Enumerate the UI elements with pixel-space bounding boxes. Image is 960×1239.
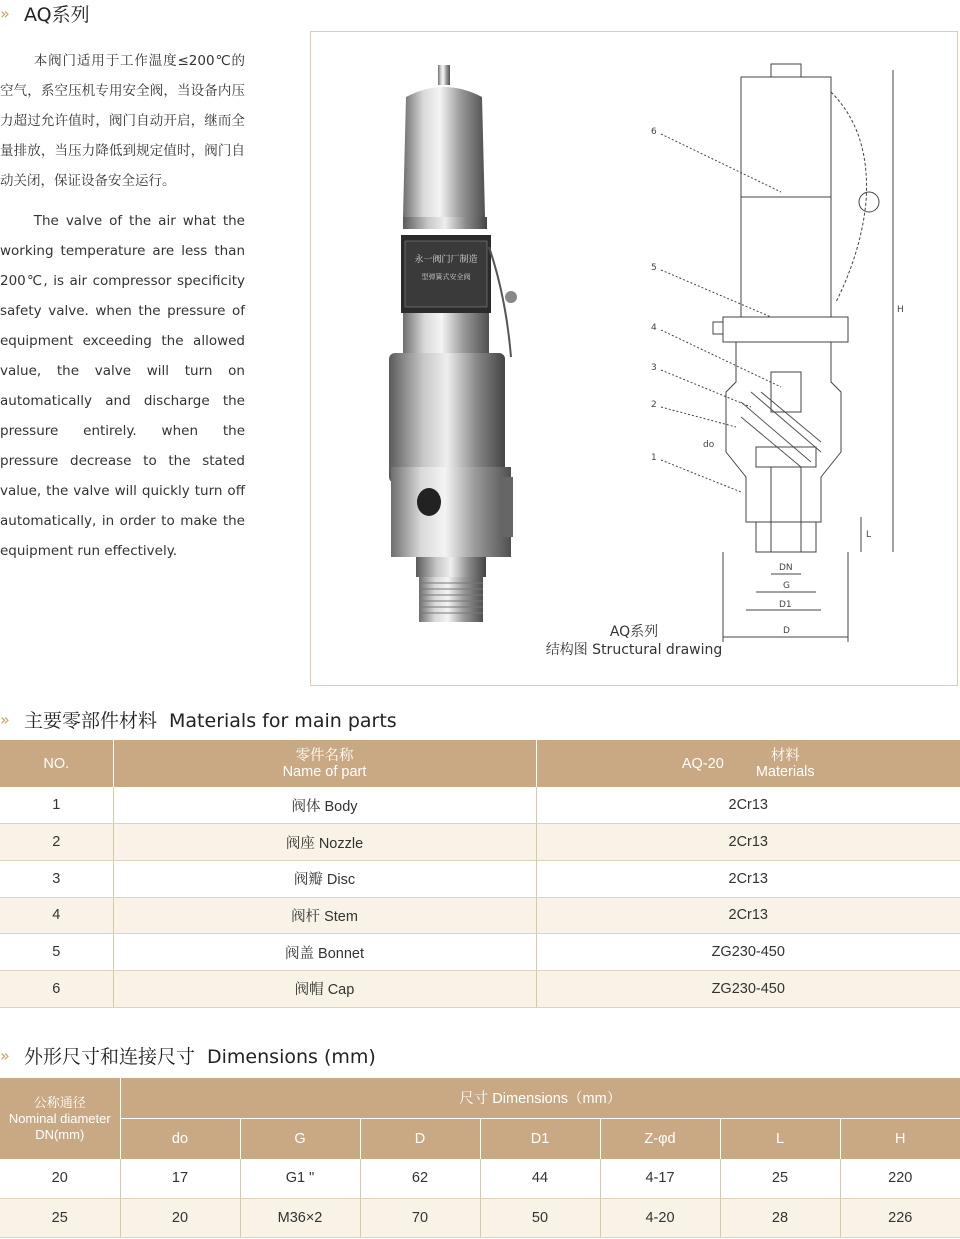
table-row: 20 17 G1 " 62 44 4-17 25 220 — [0, 1159, 960, 1198]
part-label-6: 6 — [651, 127, 657, 137]
dimensions-table — [0, 1078, 960, 1238]
nameplate-title: 永一阀门厂制造 — [414, 255, 478, 265]
header-z-phi-d: Z-φd — [600, 1118, 720, 1159]
section-title-aq-series — [0, 0, 90, 26]
header-d1: D1 — [480, 1118, 600, 1159]
header-name-of-part: 零件名称 Name of part — [113, 740, 536, 787]
dim-label-g: G — [783, 581, 790, 591]
section-title-text: AQ系列 — [24, 3, 90, 26]
table-row: 5 阀盖 Bonnet ZG230-450 — [0, 934, 960, 971]
header-no: NO. — [0, 740, 113, 787]
header-l: L — [720, 1118, 840, 1159]
nameplate-model: 型弹簧式安全阀 — [421, 273, 471, 281]
header-d: D — [360, 1118, 480, 1159]
table-row: 4 阀杆 Stem 2Cr13 — [0, 897, 960, 934]
dimensions-header-row — [0, 1078, 960, 1118]
intro-chinese: 本阀门适用于工作温度≤200℃的空气，系空压机专用安全阀，当设备内压力超过允许值时，阀门自动开启，继而全量排放，当压力降低到规定值时，阀门自动关闭，保证设备安全运行。 — [0, 53, 245, 189]
materials-table — [0, 740, 960, 1008]
dim-label-do: do — [703, 440, 715, 450]
part-label-4: 4 — [651, 323, 657, 333]
dim-label-h: H — [897, 305, 904, 315]
part-label-1: 1 — [651, 453, 657, 463]
materials-title-cn: 主要零部件材料 — [24, 709, 158, 732]
dim-label-l: L — [866, 530, 872, 540]
header-do: do — [120, 1118, 240, 1159]
section-title-materials — [0, 706, 397, 732]
table-row: 2 阀座 Nozzle 2Cr13 — [0, 824, 960, 861]
table-row: 6 阀帽 Cap ZG230-450 — [0, 970, 960, 1007]
intro-text — [0, 46, 245, 566]
valve-photo — [381, 57, 621, 627]
structural-drawing — [631, 52, 931, 642]
drawing-caption-line1: AQ系列 — [609, 624, 659, 640]
dim-label-d1: D1 — [779, 600, 792, 610]
drawing-panel — [310, 31, 958, 686]
table-row: 3 阀瓣 Disc 2Cr13 — [0, 860, 960, 897]
materials-header-row — [0, 740, 960, 787]
header-h: H — [840, 1118, 960, 1159]
section-title-dimensions — [0, 1042, 376, 1068]
double-chevron-icon: » — [0, 1045, 7, 1065]
intro-english: The valve of the air what the working temperature are less than 200℃, is air compressor specificity safety valve. when the pressure of equipment exceeding the allowed value, the valve will turn on automatically and discharge the pressure entirely. when the pressure decrease to the stated value, the valve will quickly turn off automatically, in order to make the equipment run effectively. — [0, 213, 245, 559]
header-g: G — [240, 1118, 360, 1159]
header-dimensions: 尺寸 Dimensions（mm） — [120, 1078, 960, 1118]
table-row: 1 阀体 Body 2Cr13 — [0, 787, 960, 824]
drawing-caption-line2: 结构图 Structural drawing — [545, 642, 723, 658]
double-chevron-icon: » — [0, 709, 7, 729]
header-materials: AQ-20 材料 Materials — [536, 740, 960, 787]
materials-title-en: Materials for main parts — [169, 709, 397, 732]
part-label-2: 2 — [651, 400, 657, 410]
part-label-3: 3 — [651, 363, 657, 373]
dimensions-subheader-row — [0, 1118, 960, 1159]
double-chevron-icon: » — [0, 3, 7, 23]
part-label-5: 5 — [651, 263, 657, 273]
dimensions-title-cn: 外形尺寸和连接尺寸 — [24, 1045, 196, 1068]
dim-label-d: D — [783, 626, 790, 636]
dim-label-dn: DN — [779, 563, 793, 573]
dimensions-title-en: Dimensions (mm) — [207, 1045, 376, 1068]
header-nominal-diameter: 公称通径 Nominal diameter DN(mm) — [0, 1078, 120, 1159]
table-row: 25 20 M36×2 70 50 4-20 28 226 — [0, 1198, 960, 1237]
